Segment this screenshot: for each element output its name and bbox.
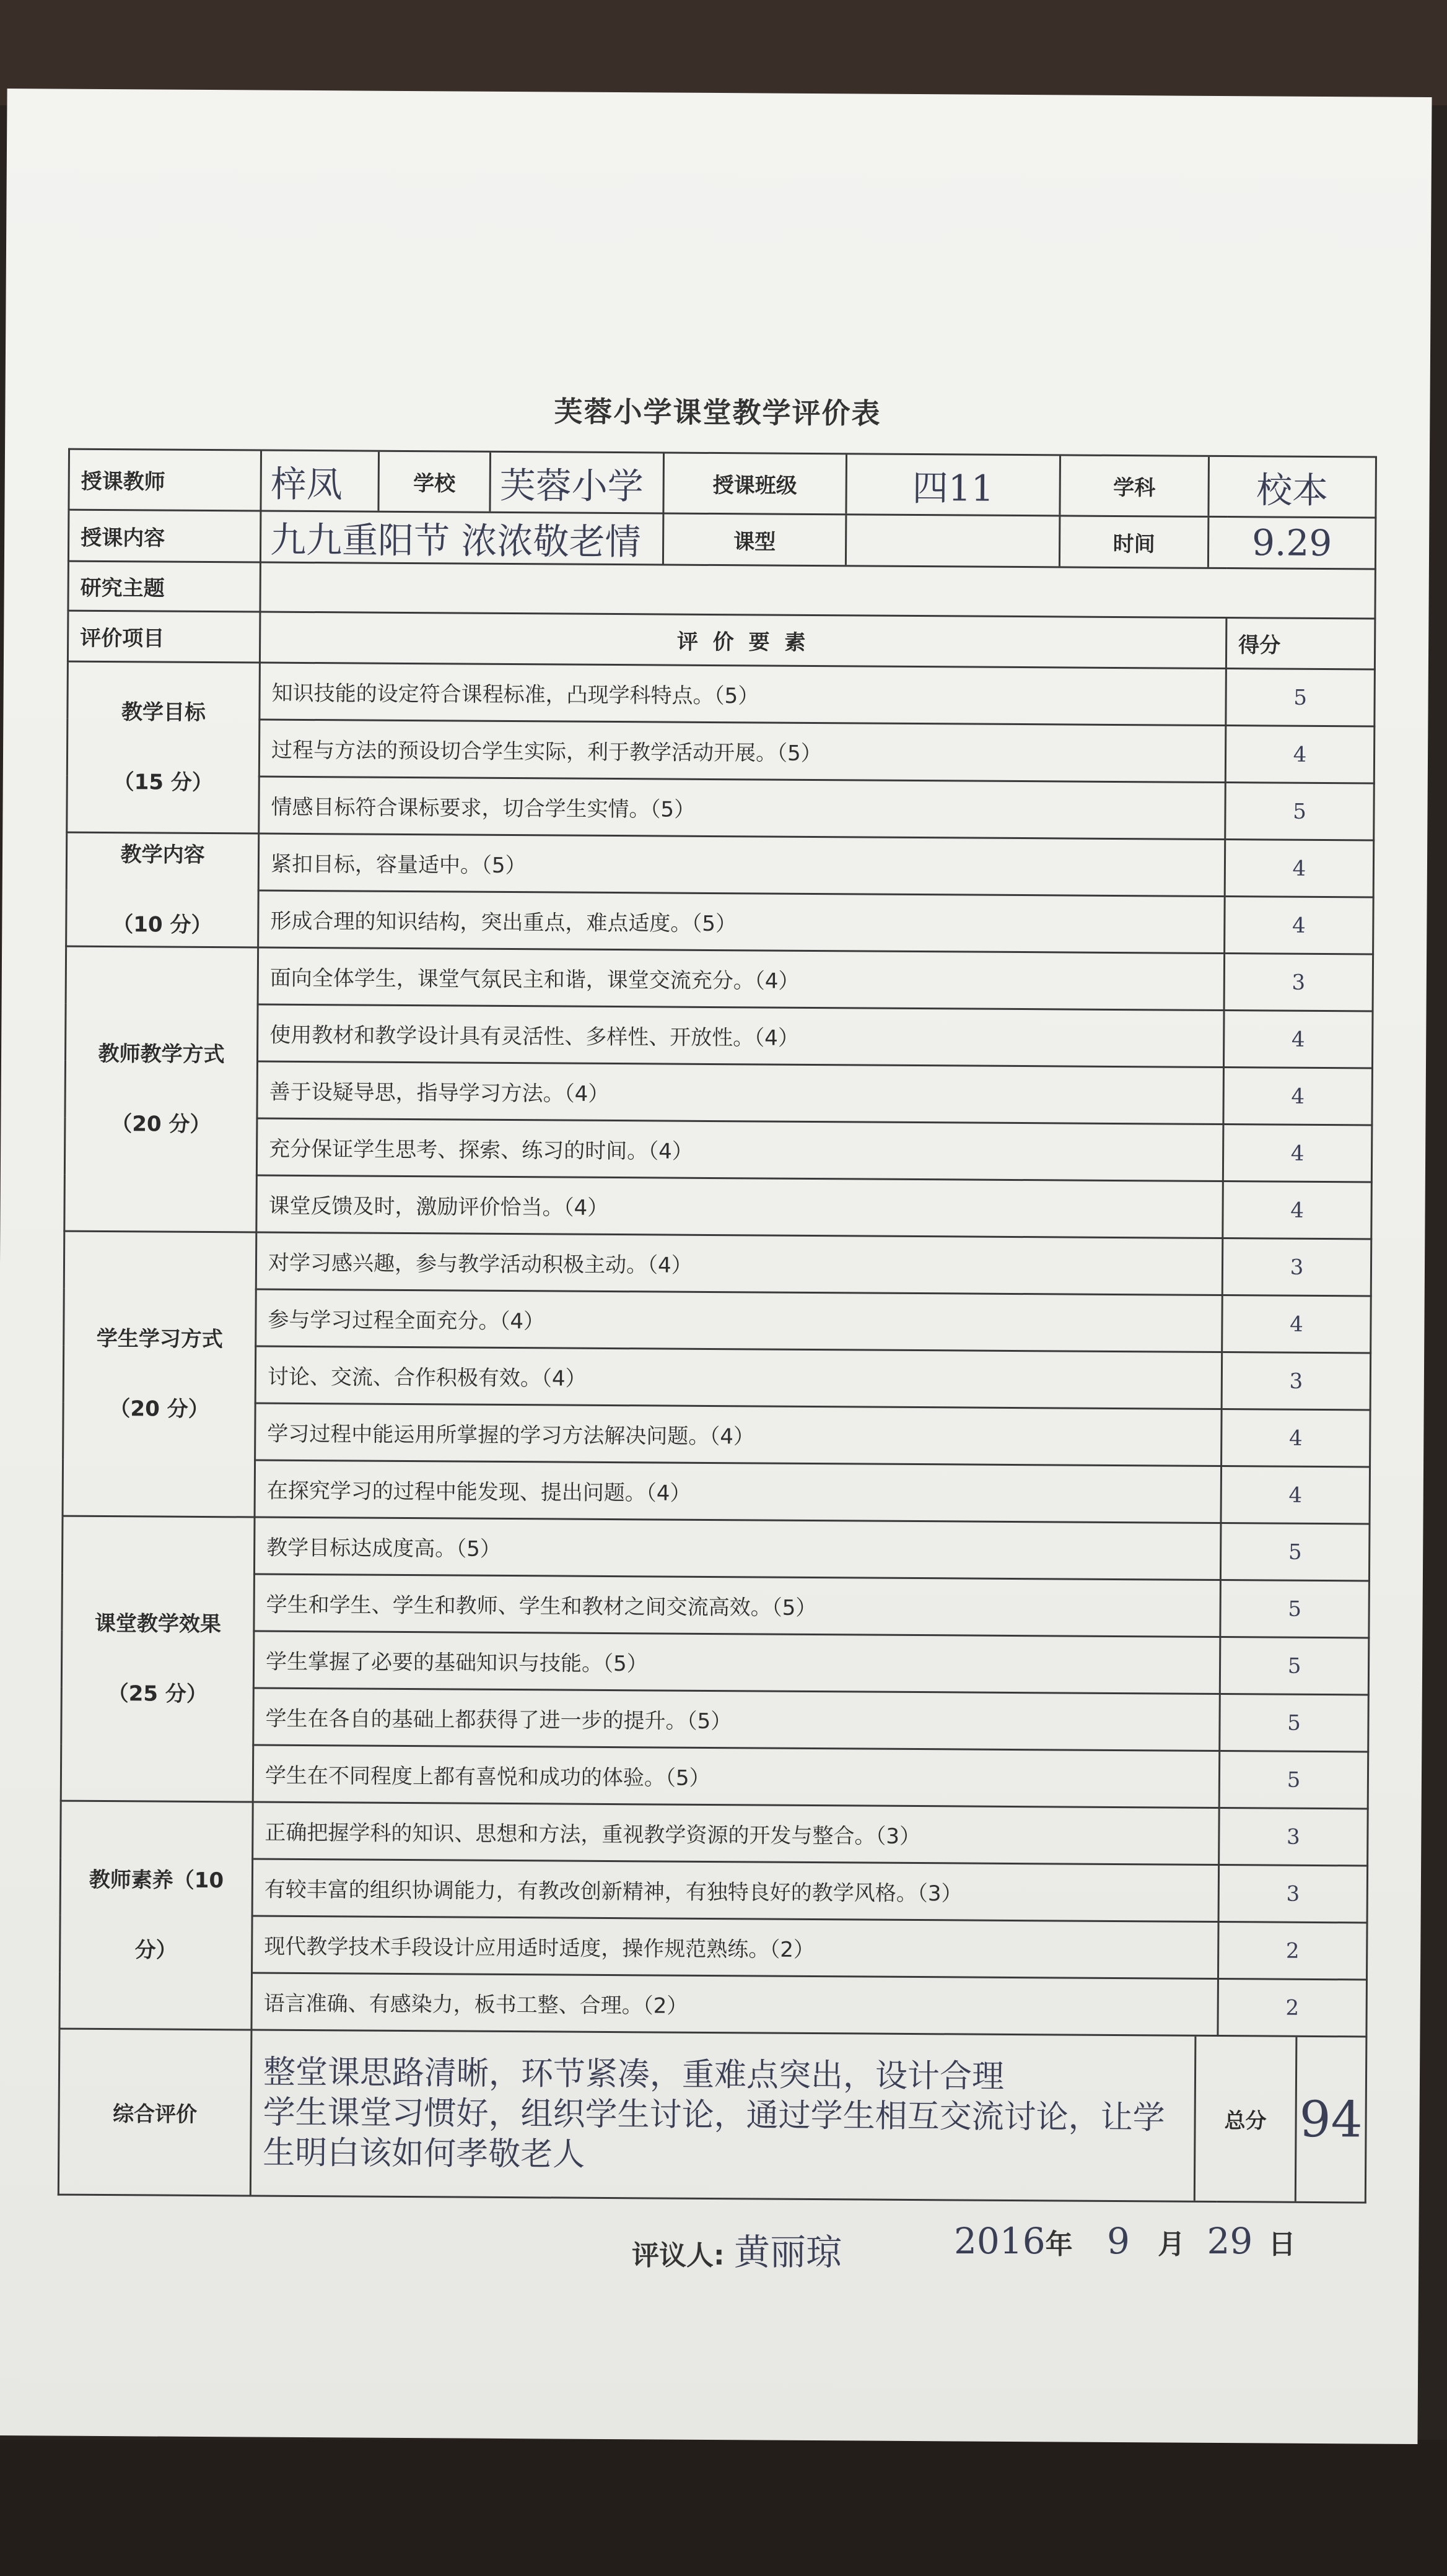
date-day: 29	[1207, 2220, 1253, 2262]
evaluation-table	[58, 448, 1377, 2204]
criterion-row	[67, 718, 1375, 783]
header-grid	[261, 512, 1375, 568]
summary-cell	[250, 2030, 1366, 2203]
section-name: 教师教学方式	[98, 1041, 225, 1068]
criterion-row	[61, 1801, 1368, 1866]
criterion-score: 3	[1222, 1352, 1371, 1410]
criterion-score: 3	[1222, 1238, 1371, 1296]
criterion-row	[60, 1915, 1368, 1980]
summary-comment-line: 学生课堂习惯好，组织学生讨论，通过学生相互交流讨论，让学	[263, 2094, 1165, 2137]
date-year: 2016	[954, 2220, 1046, 2262]
eval-item-header: 评价项目	[68, 611, 260, 663]
section-name: 教学内容	[120, 842, 205, 868]
criterion-score: 4	[1222, 1409, 1371, 1467]
summary-comment	[251, 2030, 1197, 2200]
criterion-text: 情感目标符合课标要求，切合学生实情。（5）	[259, 777, 1226, 840]
criterion-text: 学习过程中能运用所掌握的学习方法解决问题。（4）	[255, 1403, 1222, 1466]
reviewer-label: 评议人:	[632, 2240, 725, 2271]
criterion-row	[62, 1573, 1370, 1638]
section-name: 学生学习方式	[96, 1326, 223, 1352]
criterion-text: 讨论、交流、合作积极有效。（4）	[255, 1346, 1222, 1409]
criterion-row	[59, 1972, 1367, 2037]
content-label: 授课内容	[68, 510, 261, 562]
criterion-text: 学生和学生、学生和教师、学生和教材之间交流高效。（5）	[254, 1574, 1221, 1637]
criterion-text: 在探究学习的过程中能发现、提出问题。（4）	[255, 1460, 1222, 1523]
criterion-text: 使用教材和教学设计具有灵活性、多样性、开放性。（4）	[258, 1004, 1225, 1068]
criterion-text: 课堂反馈及时，激励评价恰当。（4）	[256, 1175, 1223, 1238]
summary-comment-line: 生明白该如何孝敬老人	[263, 2134, 585, 2174]
criterion-row	[63, 1402, 1371, 1467]
criterion-text: 现代教学技术手段设计应用适时适度，操作规范熟练。（2）	[252, 1916, 1219, 1979]
topic-value	[260, 562, 1375, 619]
criterion-row	[60, 1858, 1368, 1923]
reviewer-signature	[632, 2223, 842, 2275]
section-cell	[66, 832, 259, 947]
header-row-1	[69, 449, 1376, 518]
criterion-row	[62, 1516, 1370, 1581]
total-value: 94	[1299, 2090, 1363, 2149]
criterion-row	[67, 775, 1375, 840]
criterion-score: 2	[1218, 1979, 1367, 2037]
review-date	[954, 2220, 1296, 2262]
type-value	[847, 515, 1060, 566]
class-value: 四11	[847, 455, 1061, 515]
criterion-row	[66, 946, 1373, 1011]
criterion-text: 充分保证学生思考、探索、练习的时间。（4）	[256, 1118, 1223, 1181]
section-points: （25 分）	[107, 1681, 208, 1707]
section-cell	[59, 1801, 253, 2030]
criterion-row	[64, 1231, 1371, 1296]
section-cell	[64, 946, 258, 1232]
total-label: 总分	[1196, 2037, 1298, 2201]
header-row-1-fields	[261, 450, 1376, 518]
section-points: （20 分）	[109, 1396, 209, 1422]
summary-grid	[251, 2030, 1366, 2201]
time-label: 时间	[1060, 516, 1209, 567]
criterion-text: 学生掌握了必要的基础知识与技能。（5）	[253, 1631, 1220, 1694]
criterion-text: 正确把握学科的知识、思想和方法，重视教学资源的开发与整合。（3）	[253, 1802, 1220, 1865]
criterion-text: 学生在各自的基础上都获得了进一步的提升。（5）	[253, 1688, 1220, 1751]
reviewer-name: 黄丽琼	[733, 2231, 842, 2273]
teacher-label: 授课教师	[69, 449, 261, 511]
criterion-score: 4	[1223, 1068, 1373, 1125]
section-cell	[63, 1231, 256, 1517]
criterion-text: 对学习感兴趣，参与教学活动积极主动。（4）	[256, 1232, 1223, 1295]
criterion-score: 3	[1219, 1808, 1368, 1866]
criterion-score: 5	[1220, 1694, 1369, 1752]
teacher-value: 梓凤	[261, 451, 380, 511]
criterion-text: 知识技能的设定符合课程标准，凸现学科特点。（5）	[260, 663, 1226, 726]
criterion-row	[64, 1117, 1372, 1182]
header-grid	[261, 451, 1375, 517]
background-bottom	[0, 2440, 1447, 2576]
criterion-score: 4	[1222, 1295, 1371, 1353]
subject-label: 学科	[1060, 456, 1210, 515]
criterion-text: 紧扣目标，容量适中。（5）	[258, 833, 1225, 897]
criterion-score: 4	[1225, 840, 1374, 897]
criterion-row	[63, 1459, 1370, 1524]
criterion-score: 3	[1218, 1865, 1368, 1923]
criterion-text: 学生在不同程度上都有喜悦和成功的体验。（5）	[253, 1745, 1220, 1808]
section-points: （20 分）	[111, 1111, 211, 1137]
criterion-score: 4	[1225, 897, 1374, 954]
date-month: 9	[1106, 2220, 1130, 2262]
section-points: （15 分）	[113, 769, 213, 795]
criterion-score: 5	[1220, 1523, 1370, 1581]
column-header-row	[68, 611, 1375, 669]
class-label: 授课班级	[664, 454, 847, 514]
elements-header: 评 价 要 素	[260, 612, 1226, 669]
criterion-score: 4	[1225, 726, 1375, 783]
summary-label: 综合评价	[58, 2029, 251, 2196]
criterion-text: 有较丰富的组织协调能力，有教改创新精神，有独特良好的教学风格。（3）	[252, 1859, 1219, 1922]
criterion-row	[64, 1288, 1371, 1353]
time-value: 9.29	[1251, 521, 1332, 565]
criterion-score: 4	[1223, 1125, 1372, 1182]
criterion-row	[61, 1630, 1369, 1695]
criterion-score: 5	[1225, 783, 1375, 840]
section-cell	[61, 1516, 255, 1802]
criterion-text: 善于设疑导思，指导学习方法。（4）	[257, 1061, 1224, 1125]
criterion-row	[68, 661, 1375, 726]
section-name: 课堂教学效果	[94, 1611, 222, 1637]
criterion-text: 面向全体学生，课堂气氛民主和谐，课堂交流充分。（4）	[258, 947, 1225, 1011]
section-points: （10 分）	[112, 912, 212, 938]
topic-row	[68, 561, 1375, 619]
criterion-score: 5	[1219, 1751, 1368, 1809]
topic-label: 研究主题	[68, 561, 260, 612]
criterion-text: 参与学习过程全面充分。（4）	[256, 1289, 1223, 1352]
score-header: 得分	[1226, 618, 1375, 669]
criterion-row	[65, 1060, 1373, 1125]
criterion-text: 语言准确、有感染力，板书工整、合理。（2）	[251, 1973, 1218, 2036]
section-name: 教师素养（10	[89, 1867, 224, 1894]
header-row-2	[68, 510, 1375, 569]
summary-comment-line: 整堂课思路清晰，环节紧凑，重难点突出，设计合理	[263, 2053, 1005, 2095]
criterion-row	[66, 832, 1374, 897]
school-label: 学校	[379, 452, 491, 511]
criterion-row	[61, 1687, 1369, 1752]
subject-value: 校本	[1256, 468, 1329, 511]
criterion-row	[66, 889, 1374, 954]
criterion-score: 5	[1220, 1637, 1369, 1695]
criterion-score: 2	[1218, 1922, 1367, 1980]
criterion-score: 4	[1223, 1011, 1373, 1068]
criterion-score: 4	[1221, 1466, 1370, 1524]
criterion-row	[61, 1744, 1368, 1809]
criterion-text: 教学目标达成度高。（5）	[254, 1517, 1221, 1580]
evaluation-sheet	[0, 89, 1432, 2444]
criterion-score: 5	[1226, 669, 1375, 726]
section-cell	[67, 661, 260, 833]
header-row-2-fields	[260, 511, 1375, 569]
criterion-row	[63, 1345, 1371, 1410]
criterion-score: 5	[1220, 1580, 1370, 1638]
section-name: 教学目标	[121, 700, 206, 725]
criterion-text: 过程与方法的预设切合学生实际，利于教学活动开展。（5）	[259, 720, 1226, 783]
type-label: 课型	[664, 515, 847, 565]
criterion-row	[64, 1174, 1372, 1239]
content-value: 九九重阳节 浓浓敬老情	[261, 512, 664, 564]
document-title: 芙蓉小学课堂教学评价表	[554, 394, 881, 430]
section-points: 分）	[134, 1937, 177, 1963]
criterion-score: 3	[1224, 954, 1373, 1011]
criterion-score: 4	[1223, 1181, 1372, 1239]
criterion-row	[66, 1003, 1373, 1068]
date-year-label: 年	[1045, 2229, 1073, 2260]
criterion-text: 形成合理的知识结构，突出重点，难点适度。（5）	[258, 890, 1225, 954]
date-month-label: 月	[1158, 2229, 1186, 2260]
date-day-label: 日	[1268, 2229, 1296, 2260]
summary-row	[58, 2029, 1366, 2203]
school-value: 芙蓉小学	[491, 453, 665, 513]
